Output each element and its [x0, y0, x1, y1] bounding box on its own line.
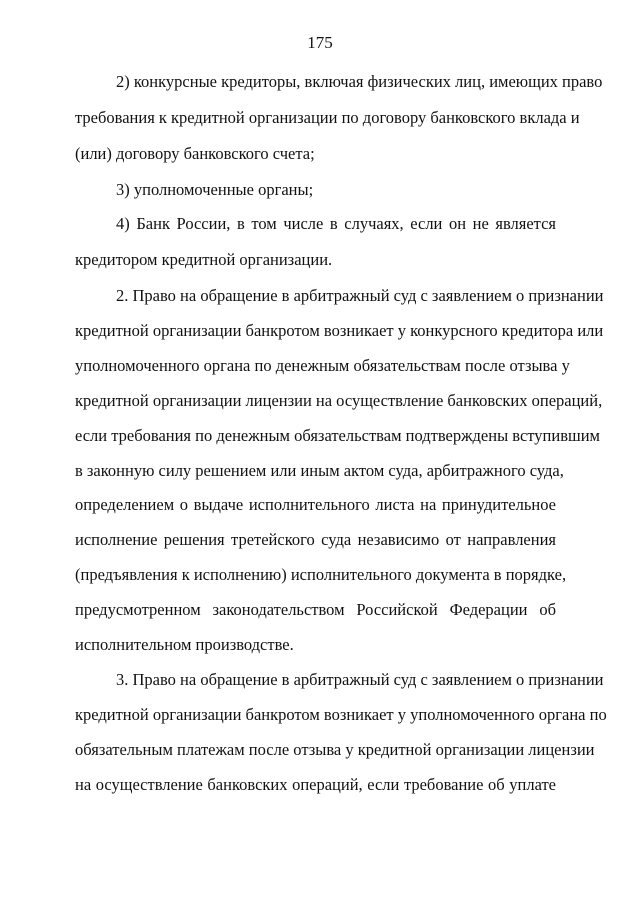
text-line: (или) договору банковского счета; — [75, 144, 315, 163]
text-line: исполнение решения третейского суда независимо от направления — [75, 530, 556, 549]
text-line: кредитной организации банкротом возникает у конкурсного кредитора или — [75, 321, 604, 340]
text-line: кредитной организации банкротом возникает у уполномоченного органа по — [75, 705, 607, 724]
text-line: в законную силу решением или иным актом суда, арбитражного суда, — [75, 461, 564, 480]
text-line: исполнительном производстве. — [75, 635, 294, 654]
text-line: кредитором кредитной организации. — [75, 250, 333, 269]
page-number: 175 — [307, 33, 333, 52]
text-line: обязательным платежам после отзыва у кредитной организации лицензии — [75, 740, 595, 759]
text-line: определением о выдаче исполнительного листа на принудительное — [75, 495, 556, 514]
text-line: требования к кредитной организации по договору банковского вклада и — [75, 108, 580, 127]
text-line: уполномоченного органа по денежным обязательствам после отзыва у — [75, 356, 570, 375]
text-line: если требования по денежным обязательствам подтверждены вступившим — [75, 426, 600, 445]
text-line: кредитной организации лицензии на осуществление банковских операций, — [75, 391, 603, 410]
text-line: 2. Право на обращение в арбитражный суд с заявлением о признании — [116, 286, 604, 305]
text-line: на осуществление банковских операций, если требование об уплате — [75, 775, 556, 794]
text-line: предусмотренном законодательством Российской Федерации об — [75, 600, 556, 619]
text-line: 4) Банк России, в том числе в случаях, если он не является — [116, 214, 556, 233]
text-line: (предъявления к исполнению) исполнительного документа в порядке, — [75, 565, 567, 584]
text-line: 3. Право на обращение в арбитражный суд с заявлением о признании — [116, 670, 604, 689]
text-line: 2) конкурсные кредиторы, включая физических лиц, имеющих право — [116, 72, 603, 91]
text-line: 3) уполномоченные органы; — [116, 180, 314, 199]
